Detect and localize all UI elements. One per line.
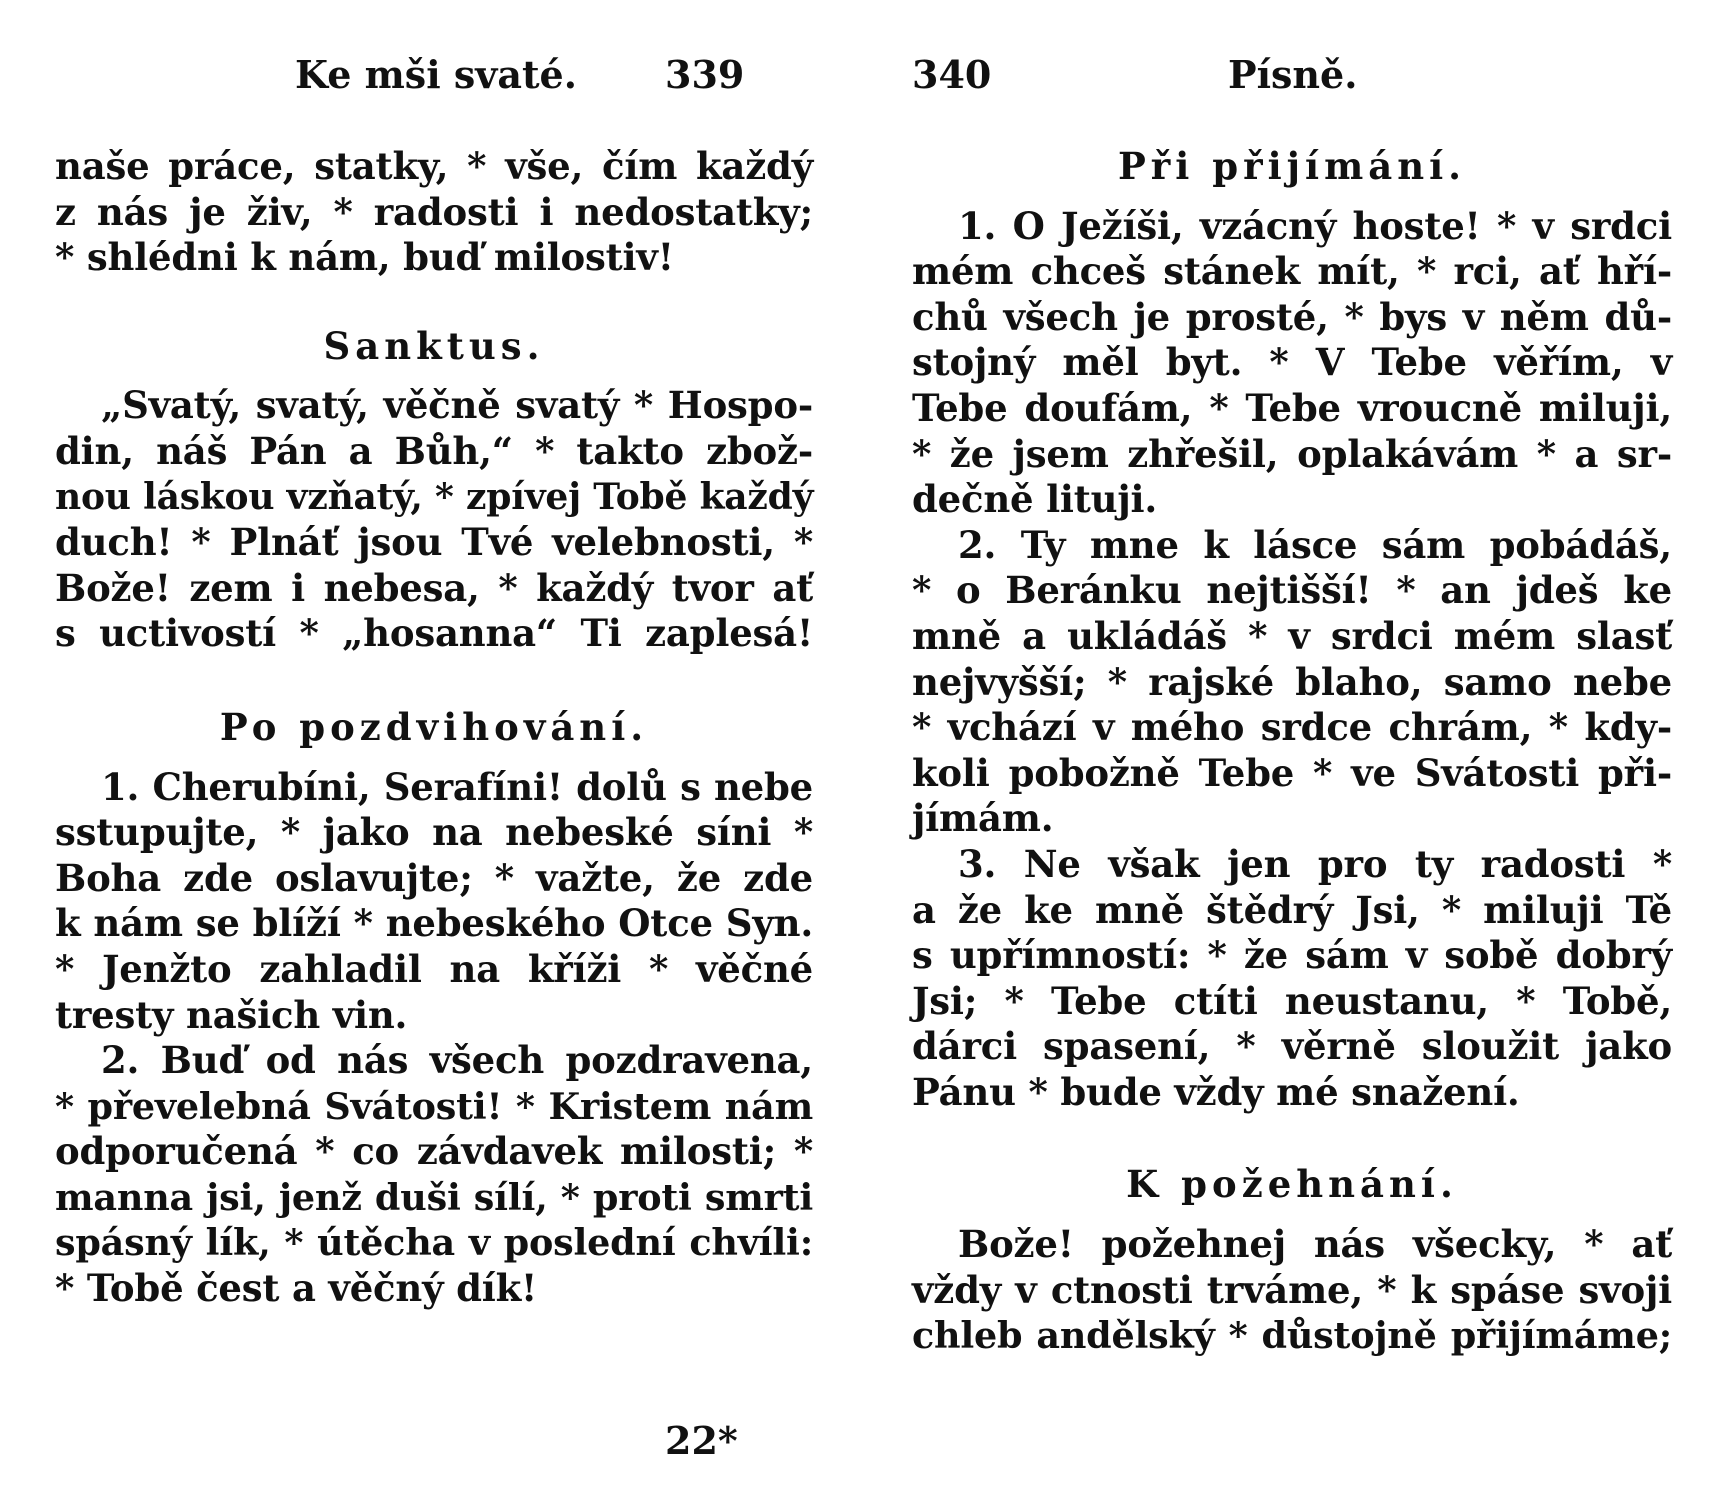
text-line: * Tobě čest a věčný dík!: [55, 1266, 538, 1311]
text-line: * vchází v mého srdce chrám, * kdy-: [912, 705, 1672, 750]
text-line: manna jsi, jenž duši sílí, * proti smrti: [55, 1175, 813, 1219]
left-column: [55, 144, 813, 1312]
text-line: koli pobožně Tebe * ve Svátosti při-: [912, 750, 1672, 795]
text-line: z nás je živ, * radosti i nedostatky;: [55, 189, 813, 234]
left-running-title: Ke mši svaté.: [295, 52, 577, 97]
text-line: Boha zde oslavujte; * važte, že zde: [55, 855, 813, 900]
text-line: jímám.: [912, 796, 1054, 841]
text-line: dečně lituji.: [912, 477, 1158, 522]
right-column: [912, 144, 1672, 1359]
right-page-number: 340: [912, 52, 992, 97]
text-line: vždy v ctnosti trváme, * k spáse svoji: [912, 1267, 1672, 1312]
section-heading-pozehnani: K požehnání.: [1126, 1162, 1458, 1207]
text-line: chleb andělský * důstojně přijímáme;: [912, 1314, 1672, 1358]
left-page: [55, 0, 813, 1500]
text-line: k nám se blíží * nebeského Otce Syn.: [55, 901, 813, 946]
text-line: 1. O Ježíši, vzácný hoste! * v srdci: [958, 203, 1672, 248]
text-line: nejvyšší; * rajské blaho, samo nebe: [912, 659, 1672, 704]
text-line: * že jsem zhřešil, oplakávám * a sr-: [912, 431, 1672, 476]
text-line: odporučená * co závdavek milosti; *: [55, 1129, 813, 1174]
text-line: dárci spasení, * věrně sloužit jako: [912, 1024, 1672, 1069]
text-line: Tebe doufám, * Tebe vroucně miluji,: [912, 385, 1672, 430]
text-line: Bože! zem i nebesa, * každý tvor ať: [55, 565, 813, 610]
text-line: 1. Cherubíni, Serafíni! dolů s nebe: [101, 764, 813, 809]
text-line: stojný měl byt. * V Tebe věřím, v: [912, 340, 1672, 385]
text-line: s uctivostí * „hosanna“ Ti zaplesá!: [55, 611, 813, 656]
right-page: [912, 0, 1672, 1500]
section-heading-pozdvihovani: Po pozdvihování.: [219, 704, 649, 749]
text-line: 2. Ty mne k lásce sám pobádáš,: [958, 522, 1672, 567]
text-line: s upřímností: * že sám v sobě dobrý: [912, 933, 1672, 978]
text-line: Bože! požehnej nás všecky, * ať: [958, 1222, 1672, 1267]
text-line: Jsi; * Tebe ctíti neustanu, * Tobě,: [912, 978, 1672, 1023]
text-line: * o Beránku nejtišší! * an jdeš ke: [912, 568, 1672, 613]
text-line: mém chceš stánek mít, * rci, ať hří-: [912, 249, 1672, 294]
right-running-title: Písně.: [1228, 52, 1358, 97]
section-heading-prijimani: Při přijímání.: [1117, 144, 1467, 188]
text-line: „Svatý, svatý, věčně svatý * Hospo-: [101, 383, 813, 428]
text-line: sstupujte, * jako na nebeské síni *: [55, 810, 813, 855]
text-line: chů všech je prosté, * bys v něm dů-: [912, 294, 1672, 339]
text-line: mně a ukládáš * v srdci mém slasť: [912, 613, 1672, 658]
text-line: * shlédni k nám, buď milostiv!: [55, 235, 674, 280]
text-line: * Jenžto zahladil na kříži * věčné: [55, 946, 813, 991]
text-line: naše práce, statky, * vše, čím každý: [55, 144, 813, 188]
text-line: 2. Buď od nás všech pozdravena,: [101, 1038, 813, 1083]
signature-mark: 22*: [665, 1418, 738, 1463]
text-line: din, náš Pán a Bůh,“ * takto zbož-: [55, 428, 813, 473]
text-line: spásný lík, * útěcha v poslední chvíli:: [55, 1221, 813, 1265]
text-line: * převelebná Svátosti! * Kristem nám: [55, 1084, 813, 1128]
text-line: tresty našich vin.: [55, 992, 408, 1037]
text-line: 3. Ne však jen pro ty radosti *: [958, 841, 1672, 886]
section-heading-sanktus: Sanktus.: [323, 323, 545, 368]
text-line: duch! * Plnáť jsou Tvé velebnosti, *: [55, 520, 813, 565]
text-line: Pánu * bude vždy mé snažení.: [912, 1069, 1520, 1114]
left-page-number: 339: [665, 52, 745, 97]
text-line: a že ke mně štědrý Jsi, * miluji Tě: [912, 887, 1672, 932]
text-line: nou láskou vzňatý, * zpívej Tobě každý: [55, 475, 814, 518]
